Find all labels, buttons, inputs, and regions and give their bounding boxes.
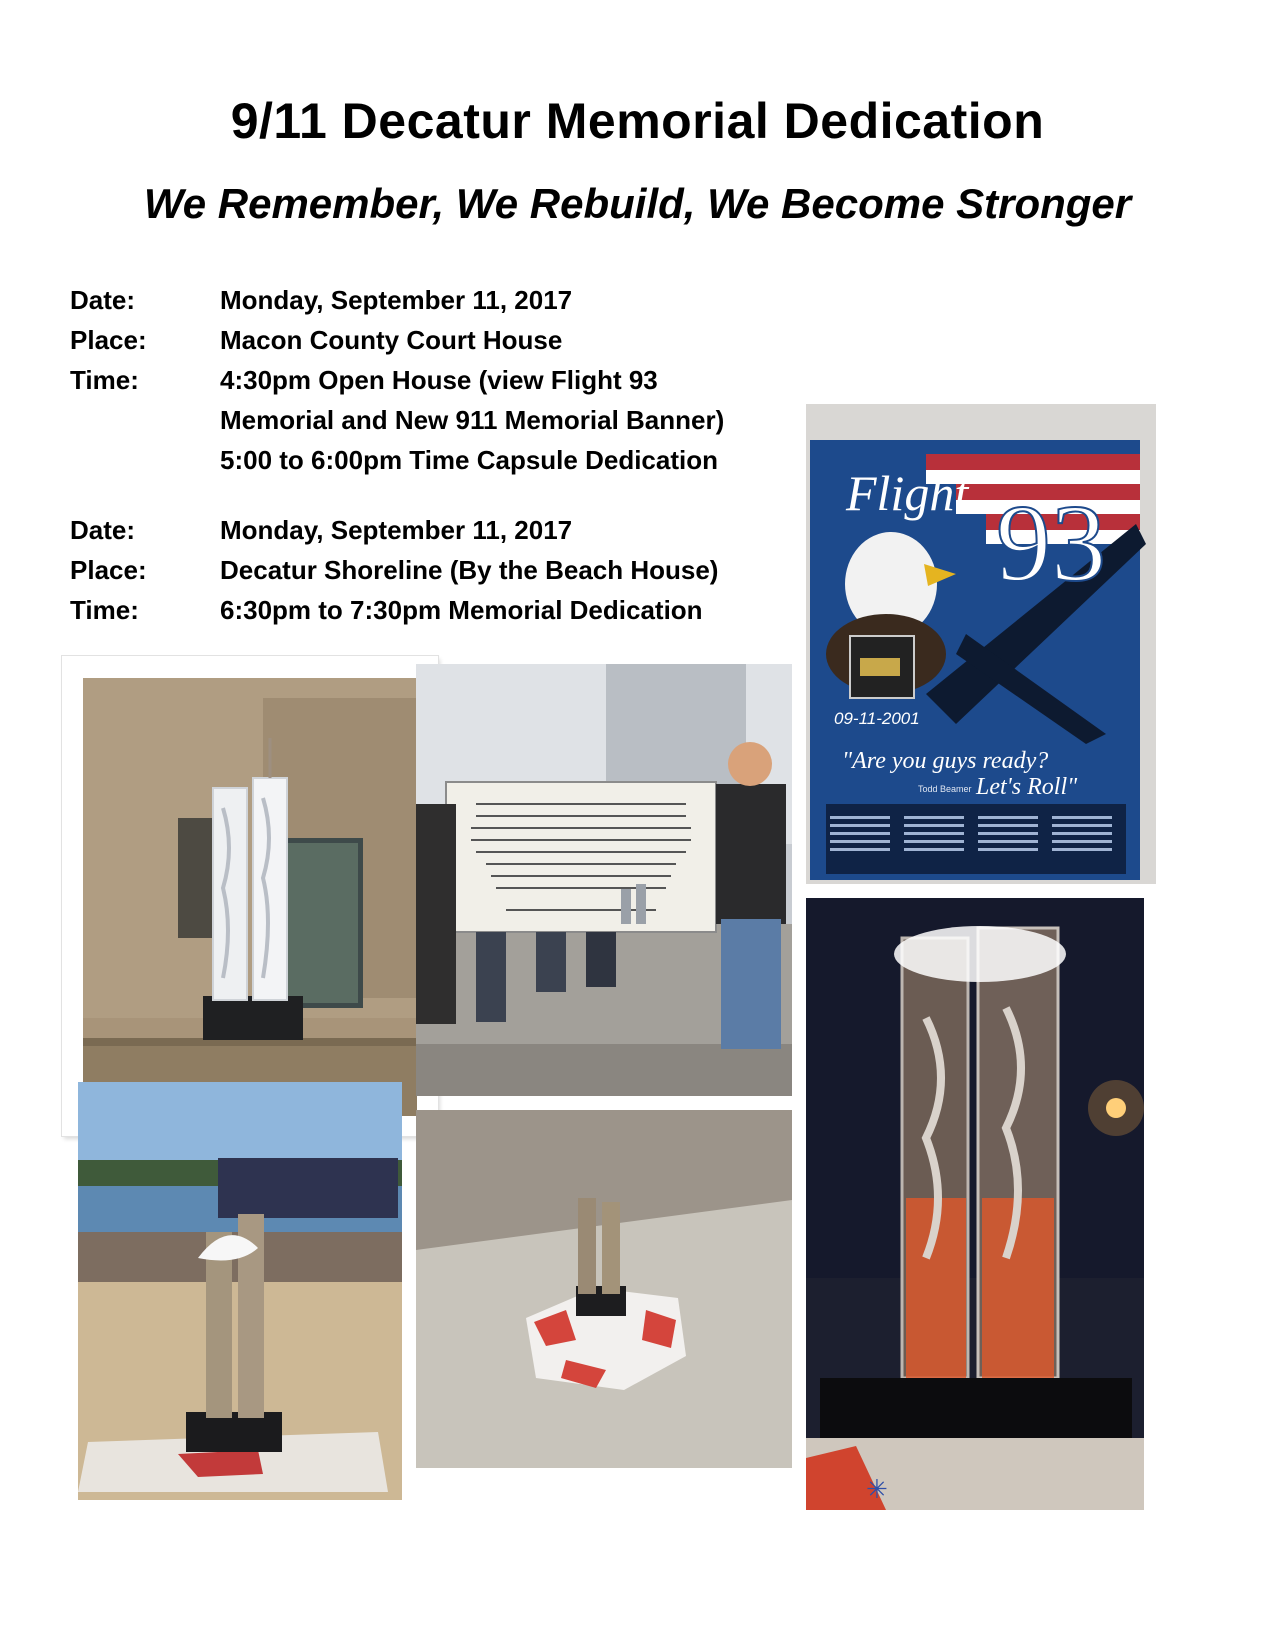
photo-flight-93-poster <box>806 404 1156 884</box>
event-1-details <box>70 280 724 480</box>
photo-memorial-marina <box>78 1082 402 1500</box>
place-label: Place: <box>70 325 147 355</box>
poster-quote-line-1: "Are you guys ready? <box>842 748 1049 774</box>
photo-memorial-top-view <box>416 1110 792 1468</box>
time-label: Time: <box>70 595 139 625</box>
time-label: Time: <box>70 365 139 395</box>
poster-attribution: Todd Beamer <box>918 784 972 794</box>
poster-title-number: 93 <box>996 482 1106 604</box>
poster-quote-line-2: Let's Roll" <box>976 774 1078 800</box>
event-1-time-line-1: 4:30pm Open House (view Flight 93 <box>220 365 658 395</box>
event-1-date: Monday, September 11, 2017 <box>220 285 573 315</box>
place-label: Place: <box>70 555 147 585</box>
event-2-details <box>70 510 718 630</box>
event-2-time: 6:30pm to 7:30pm Memorial Dedication <box>220 595 703 625</box>
event-2-date: Monday, September 11, 2017 <box>220 515 573 545</box>
event-1-time-line-3: 5:00 to 6:00pm Time Capsule Dedication <box>220 445 718 475</box>
page-subtitle: We Remember, We Rebuild, We Become Stronger <box>143 180 1132 227</box>
photo-memorial-model-by-building <box>62 656 438 1136</box>
page-title: 9/11 Decatur Memorial Dedication <box>230 93 1045 149</box>
date-label: Date: <box>70 285 136 315</box>
event-2-place: Decatur Shoreline (By the Beach House) <box>220 555 719 585</box>
event-1-place: Macon County Court House <box>220 325 563 355</box>
poster-date: 09-11-2001 <box>834 709 920 728</box>
photo-banner-holders <box>416 664 792 1096</box>
star-of-life-icon: ✳ <box>866 1475 888 1505</box>
event-1-time-line-2: Memorial and New 911 Memorial Banner) <box>220 405 725 435</box>
poster-title-script: Flight <box>846 465 969 521</box>
date-label: Date: <box>70 515 136 545</box>
photo-memorial-night <box>806 898 1144 1510</box>
